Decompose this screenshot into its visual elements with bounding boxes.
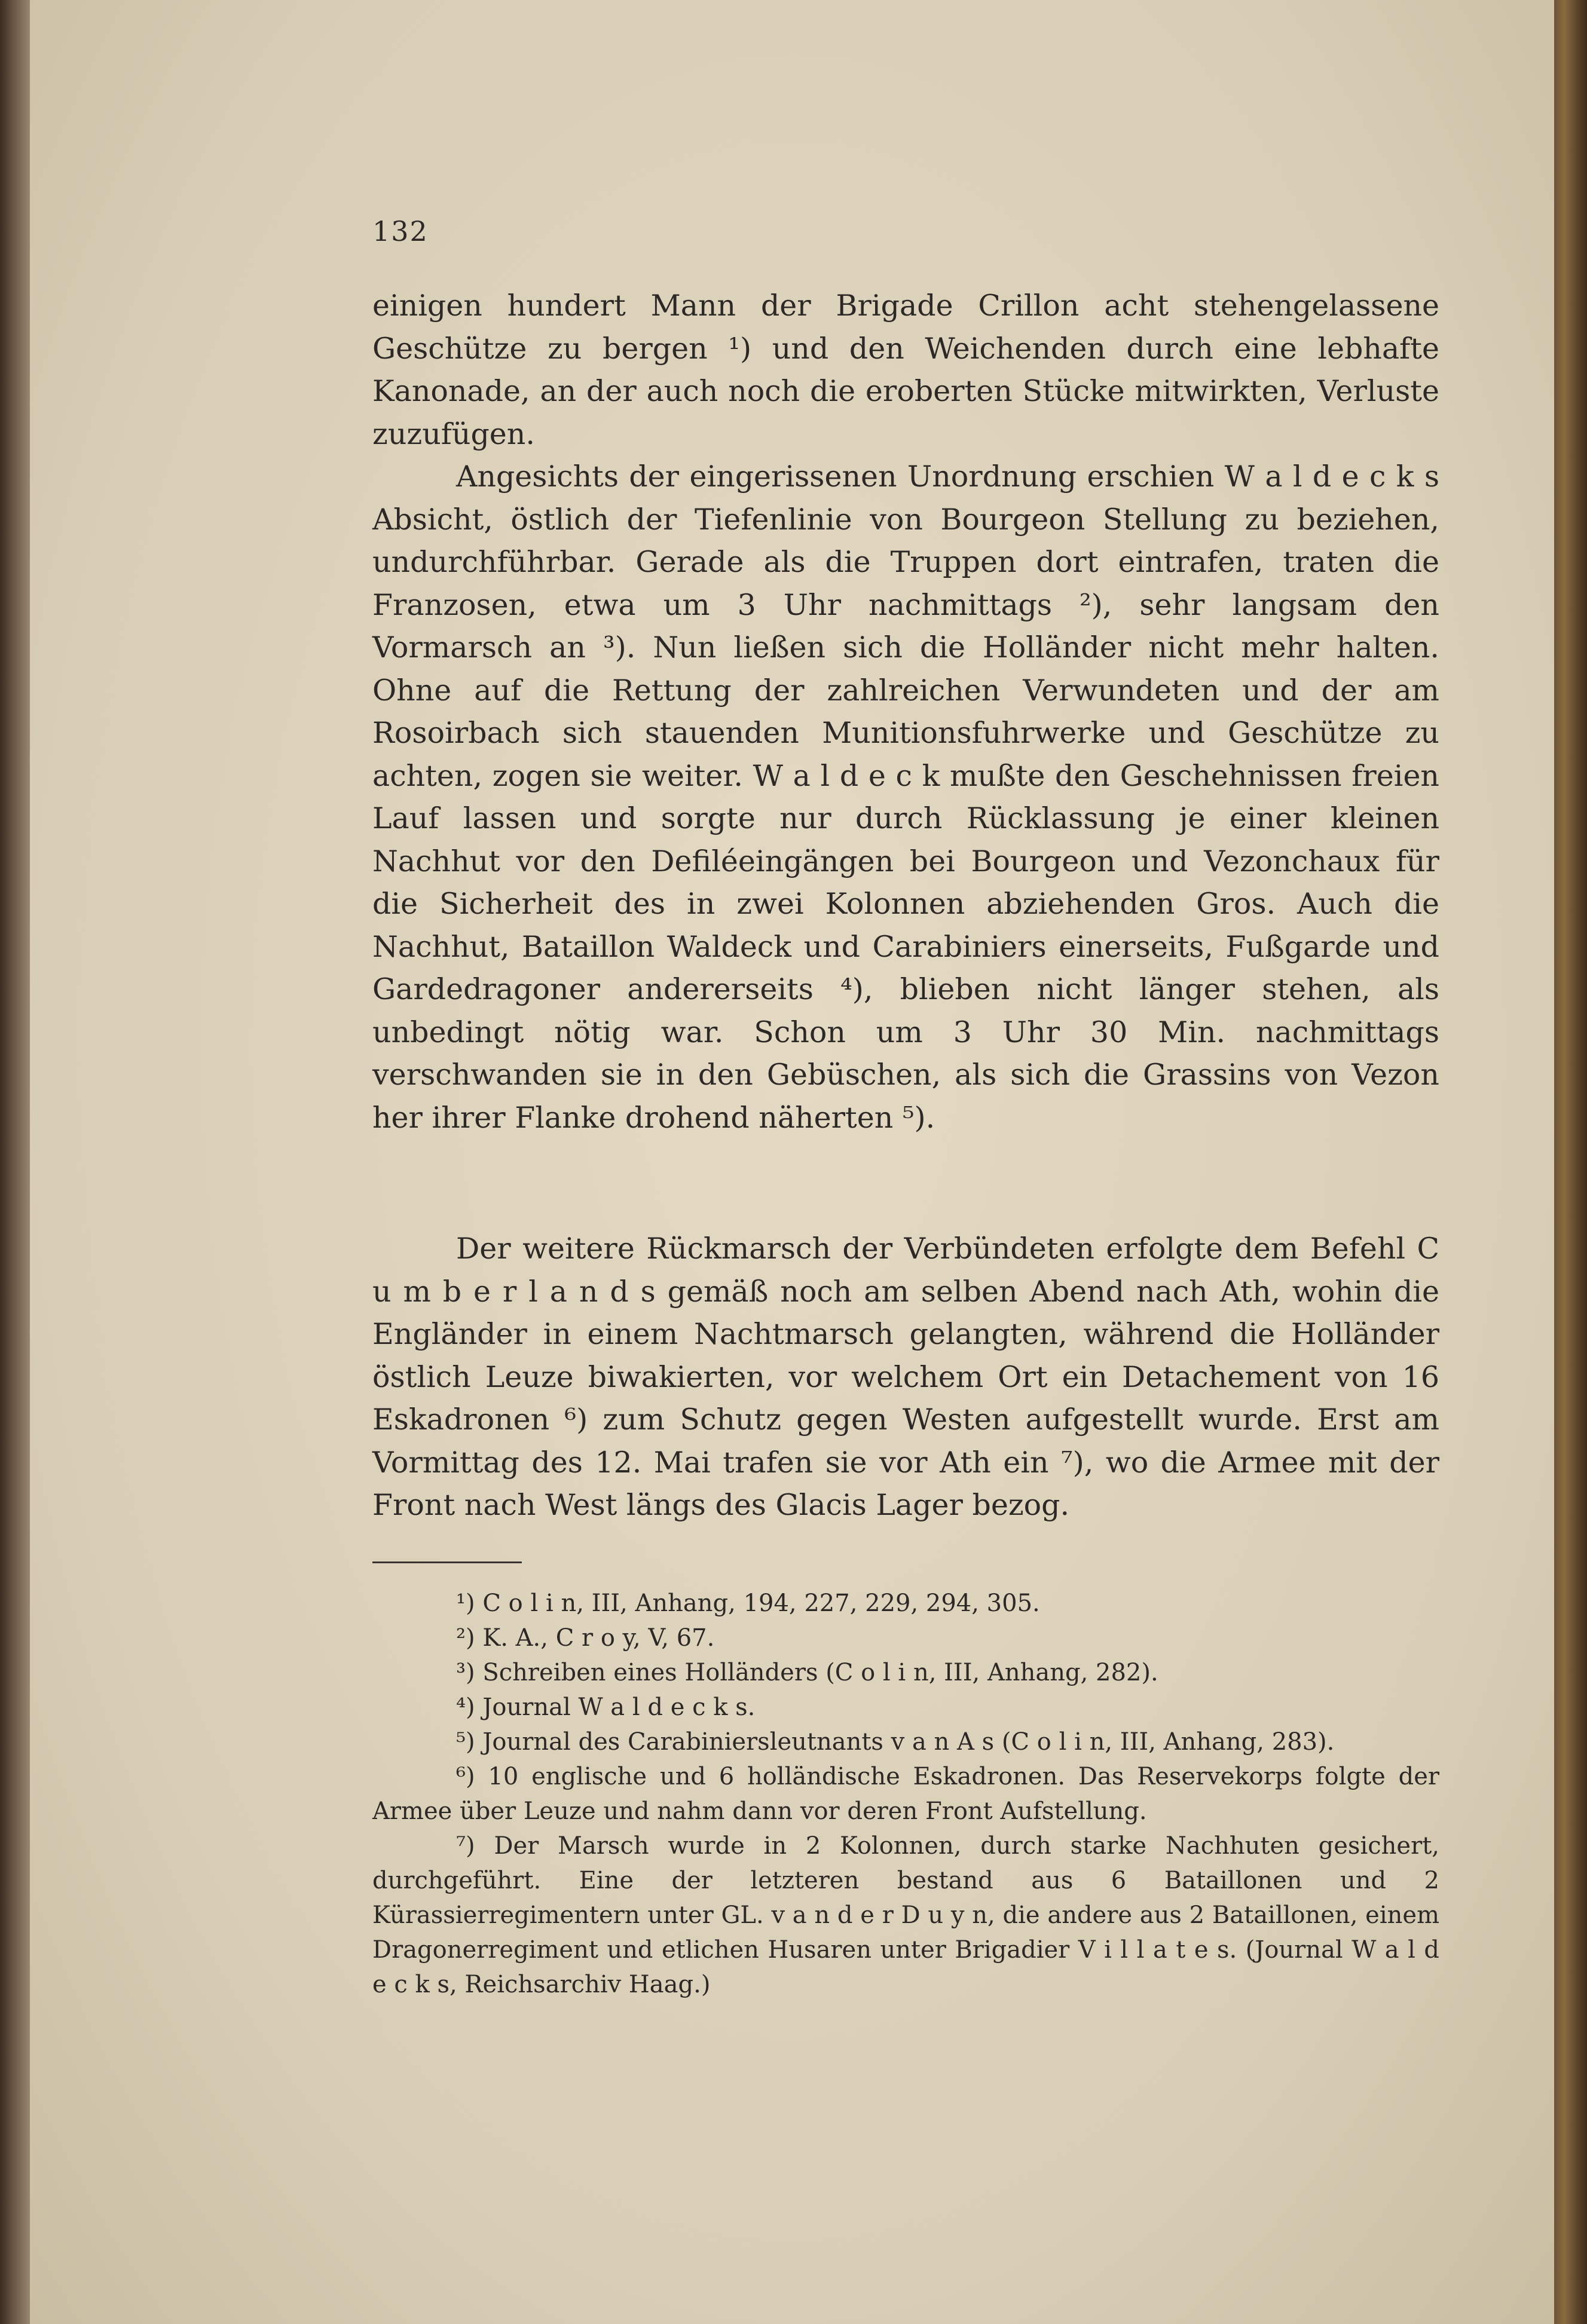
footnote-2: ²) K. A., C r o y, V, 67. (456, 1624, 715, 1652)
book-page (30, 0, 1554, 2324)
page-number: 132 (372, 215, 429, 247)
footnote-6: ⁶) 10 englische und 6 holländische Eskadronen. Das Reservekorps folgte der Armee über Leuze und nahm dann vor deren Front Aufstellung. (372, 1762, 1439, 1825)
footnote-7: ⁷) Der Marsch wurde in 2 Kolonnen, durch starke Nachhuten gesichert, durchgeführt. Eine der letzteren bestand aus 6 Bataillonen und 2 Kürassierregimentern unter GL. v a n d e r D u y n, die andere aus 2 Bataillonen, einem Dragonerregiment und etlichen Husaren unter Brigadier V i l l a t e s. (Journal W a l d e c k s, Reichsarchiv Haag.) (372, 1832, 1439, 1998)
section-break (372, 1139, 1439, 1227)
footnote-divider (372, 1561, 522, 1563)
book-page-edge-right (1554, 0, 1587, 2324)
footnote-1: ¹) C o l i n, III, Anhang, 194, 227, 229, 294, 305. (456, 1589, 1040, 1617)
footnote-4: ⁴) Journal W a l d e c k s. (456, 1693, 756, 1721)
page-content (372, 215, 1439, 2002)
paragraph-1: einigen hundert Mann der Brigade Crillon acht stehengelassene Geschütze zu bergen ¹) und den Weichenden durch eine lebhafte Kanonade, an der auch noch die eroberten Stücke mitwirkten, Verluste zuzufügen. (372, 289, 1439, 451)
paragraph-3: Der weitere Rückmarsch der Verbündeten erfolgte dem Befehl C u m b e r l a n d s gemäß noch am selben Abend nach Ath, wohin die Engländer in einem Nachtmarsch gelangten, während die Holländer östlich Leuze biwakierten, vor welchem Ort ein Detachement von 16 Eskadronen ⁶) zum Schutz gegen Westen aufgestellt wurde. Erst am Vormittag des 12. Mai trafen sie vor Ath ein ⁷), wo die Armee mit der Front nach West längs des Glacis Lager bezog. (372, 1232, 1439, 1522)
paragraph-2: Angesichts der eingerissenen Unordnung erschien W a l d e c k s Absicht, östlich der Tiefenlinie von Bourgeon Stellung zu beziehen, undurchführbar. Gerade als die Truppen dort eintrafen, traten die Franzosen, etwa um 3 Uhr nachmittags ²), sehr langsam den Vormarsch an ³). Nun ließen sich die Holländer nicht mehr halten. Ohne auf die Rettung der zahlreichen Verwundeten und der am Rosoirbach sich stauenden Munitionsfuhrwerke und Geschütze zu achten, zogen sie weiter. W a l d e c k mußte den Geschehnissen freien Lauf lassen und sorgte nur durch Rücklassung je einer kleinen Nachhut vor den Defiléeingängen bei Bourgeon und Vezonchaux für die Sicherheit des in zwei Kolonnen abziehenden Gros. Auch die Nachhut, Bataillon Waldeck und Carabiniers einerseits, Fußgarde und Gardedragoner andererseits ⁴), blieben nicht länger stehen, als unbedingt nötig war. Schon um 3 Uhr 30 Min. nachmittags verschwanden sie in den Gebüschen, als sich die Grassins von Vezon her ihrer Flanke drohend näherten ⁵). (372, 460, 1439, 1135)
footnote-5: ⁵) Journal des Carabinierslеutnants v a n A s (C o l i n, III, Anhang, 283). (456, 1728, 1335, 1756)
footnote-3: ³) Schreiben eines Holländers (C o l i n, III, Anhang, 282). (456, 1658, 1158, 1686)
